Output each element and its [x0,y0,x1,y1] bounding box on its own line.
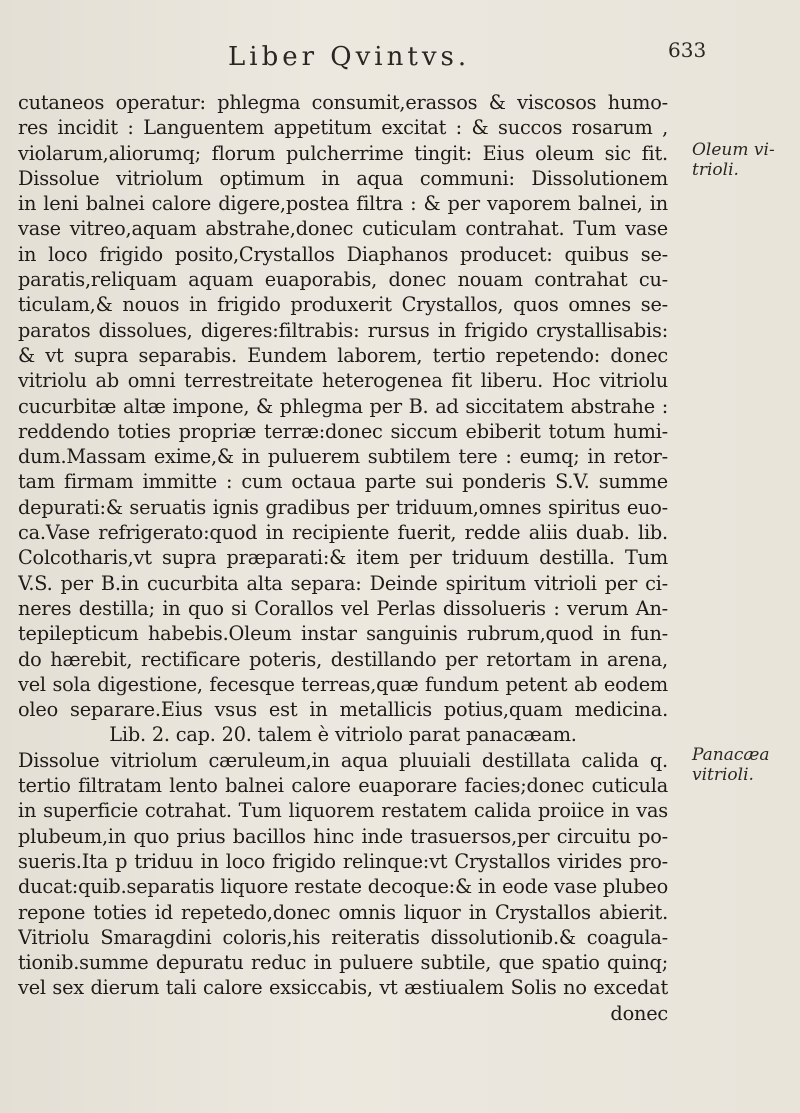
text-line: V.S. per B.in cucurbita alta separa: Deinde spiritum vitrioli per ci- [18,571,668,595]
text-line: res incidit : Languentem appetitum excitat : & succos rosarum , [18,116,668,140]
text-line: Dissolue vitriolum cæruleum,in aqua pluuiali destillata calida q. [18,748,668,772]
margin-note-panacaea: Panacæa vitrioli. [692,745,770,785]
page-number: 633 [668,38,707,62]
text-line: vitriolu ab omni terrestreitate heterogenea fit liberu. Hoc vitriolu [18,369,668,393]
text-line: dum.Massam exime,& in puluerem subtilem tere : eumq; in retor- [18,445,668,469]
text-line: in loco frigido posito,Crystallos Diaphanos producet: quibus se- [18,242,668,266]
text-line: cucurbitæ altæ impone, & phlegma per B. ad siccitatem abstrahe : [18,394,668,418]
text-line: ca.Vase refrigerato:quod in recipiente fuerit, redde aliis duab. lib. [18,521,668,545]
text-line: reddendo toties propriæ terræ:donec siccum ebiberit totum humi- [18,419,668,443]
catchword: donec [610,1001,668,1025]
text-line: Dissolue vitriolum optimum in aqua communi: Dissolutionem [18,166,668,190]
text-line: paratos dissolues, digeres:filtrabis: rursus in frigido crystallisabis: [18,318,668,342]
text-line: sueris.Ita p triduu in loco frigido relinque:vt Crystallos virides pro- [18,849,668,873]
reference-line: Lib. 2. cap. 20. talem è vitriolo parat panacæam. [109,723,577,747]
text-line: depurati:& seruatis ignis gradibus per triduum,omnes spiritus euo- [18,495,668,519]
running-head [18,38,730,90]
margin-note-oleum: Oleum vi- trioli. [692,140,775,180]
text-line: in leni balnei calore digere,postea filtra : & per vaporem balnei, in [18,192,668,216]
text-line: ducat:quib.separatis liquore restate decoque:& in eode vase plubeo [18,875,668,899]
text-line: plubeum,in quo prius bacillos hinc inde trasuersos,per circuitu po- [18,824,668,848]
text-line: paratis,reliquam aquam euaporabis, donec nouam contrahat cu- [18,268,668,292]
running-title: Liber Qvintvs. [228,42,471,72]
text-line: in superficie cotrahat. Tum liquorem restatem calida proiice in vas [18,799,668,823]
text-line: do hærebit, rectificare poteris, destillando per retortam in arena, [18,647,668,671]
text-line: & vt supra separabis. Eundem laborem, tertio repetendo: donec [18,343,668,367]
body-text [18,90,668,1026]
text-line: vase vitreo,aquam abstrahe,donec cuticulam contrahat. Tum vase [18,217,668,241]
text-line: tertio filtratam lento balnei calore euaporare facies;donec cuticula [18,774,668,798]
text-line: repone toties id repetedo,donec omnis liquor in Crystallos abierit. [18,900,668,924]
text-line: vel sola digestione, fecesque terreas,quæ fundum petent ab eodem [18,672,668,696]
text-line: Colcotharis,vt supra præparati:& item per triduum destilla. Tum [18,546,668,570]
text-line: tepilepticum habebis.Oleum instar sanguinis rubrum,quod in fun- [18,622,668,646]
text-line: tionib.summe depuratu reduc in puluere subtile, que spatio quinq; [18,951,668,975]
text-line: Vitriolu Smaragdini coloris,his reiteratis dissolutionib.& coagula- [18,925,668,949]
text-line: oleo separare.Eius vsus est in metallicis potius,quam medicina. [18,698,668,722]
text-line: cutaneos operatur: phlegma consumit,erassos & viscosos humo- [18,91,668,114]
text-line: violarum,aliorumq; florum pulcherrime tingit: Eius oleum sic fit. [18,141,668,165]
text-line: ticulam,& nouos in frigido produxerit Crystallos, quos omnes se- [18,293,668,317]
text-line: tam firmam immitte : cum octaua parte sui ponderis S.V. summe [18,470,668,494]
text-line: neres destilla; in quo si Corallos vel Perlas dissolueris : verum An- [18,596,668,620]
text-line: vel sex dierum tali calore exsiccabis, vt æstiualem Solis no excedat [18,976,668,1000]
